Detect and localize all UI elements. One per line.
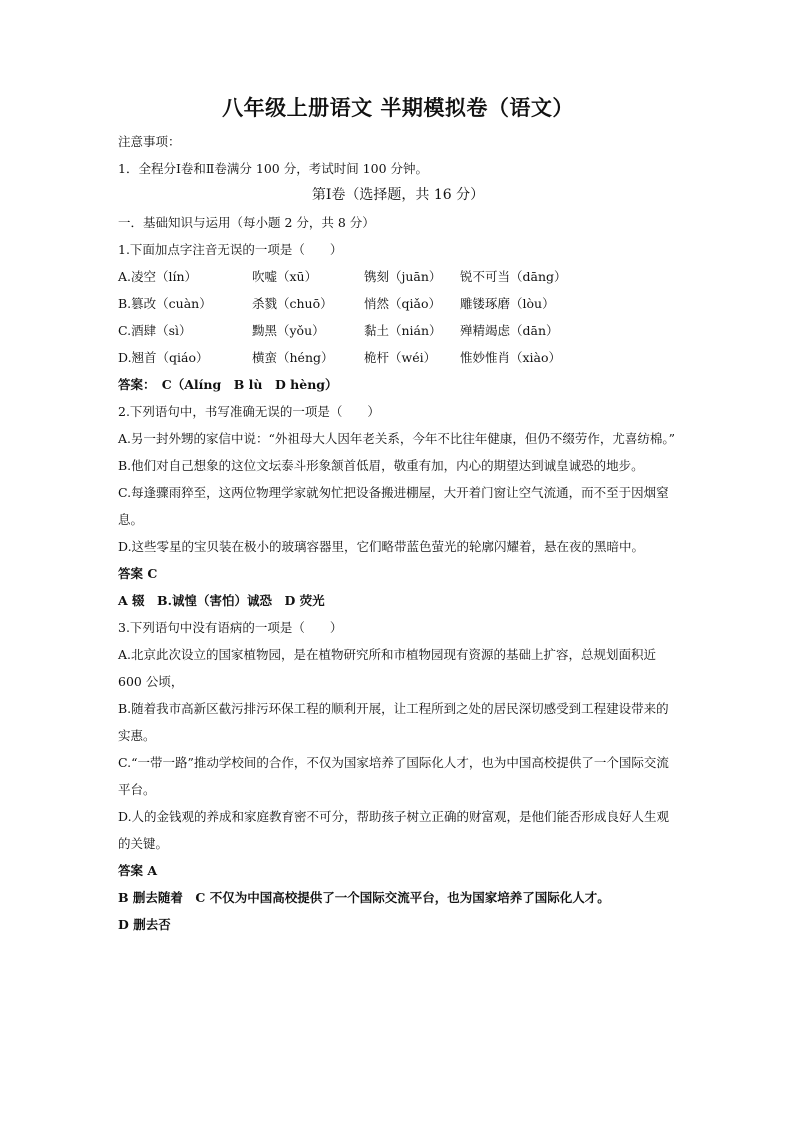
q1-option-row: [118, 263, 678, 290]
q3-explanation: B 删去随着 C 不仅为中国高校提供了一个国际交流平台，也为国家培养了国际化人才。: [118, 890, 610, 905]
q2-option-d: D.这些零星的宝贝装在极小的玻璃容器里，它们略带蓝色萤光的轮廓闪耀着，悬在夜的黑暗中。: [118, 539, 645, 554]
q3-option-b: B.随着我市高新区截污排污环保工程的顺利开展，让工程所到之处的居民深切感受到工程建设带来的实惠。: [118, 701, 669, 743]
q1-option-cell: C.酒肆（sì）: [118, 323, 192, 338]
q1-option-cell: 雕镂琢磨（lòu）: [460, 296, 555, 311]
q1-option-cell: 吹嘘（xū）: [252, 269, 318, 284]
q1-option-cell: 横蛮（héng）: [252, 350, 334, 365]
q1-option-cell: 黏土（nián）: [364, 323, 442, 338]
q2-option-c: C.每逢骤雨猝至，这两位物理学家就匆忙把设备搬进棚屋，大开着门窗让空气流通，而不至于因烟窒息。: [118, 485, 669, 527]
q2-option-a: A.另一封外甥的家信中说：“外祖母大人因年老关系，今年不比往年健康，但仍不缀劳作，尤喜纺棉。”: [118, 431, 676, 446]
document-page: [118, 88, 678, 938]
q1-option-row: [118, 290, 678, 317]
q1-option-cell: A.凌空（lín）: [118, 269, 198, 284]
q2-option-b: B.他们对自己想象的这位文坛泰斗形象颔首低眉，敬重有加，内心的期望达到诚皇诚恐的地步。: [118, 458, 644, 473]
q1-answer: 答案： C（Alíng B lù D hèng）: [118, 377, 338, 392]
q1-option-cell: 殚精竭虑（dān）: [460, 323, 559, 338]
section1-heading: 一．基础知识与运用（每小题 2 分，共 8 分）: [118, 215, 375, 230]
q1-option-cell: B.篡改（cuàn）: [118, 296, 212, 311]
q3-explanation-2: D 删去否: [118, 917, 171, 932]
page-title: 八年级上册语文 半期模拟卷（语文）: [222, 95, 574, 120]
q3-option-c: C.“一带一路”推动学校间的合作，不仅为国家培养了国际化人才，也为中国高校提供了一个国际交流平台。: [118, 755, 669, 797]
part1-heading: 第Ⅰ卷（选择题，共 16 分）: [311, 187, 485, 203]
q3-stem: 3.下列语句中没有语病的一项是（ ）: [118, 620, 343, 635]
q1-option-row: [118, 317, 678, 344]
notice-item-1: 1．全程分Ⅰ卷和Ⅱ卷满分 100 分，考试时间 100 分钟。: [118, 161, 428, 176]
q1-option-cell: 杀戮（chuō）: [252, 296, 333, 311]
q1-option-cell: 桅杆（wéi）: [364, 350, 437, 365]
q1-option-cell: 锐不可当（dāng）: [460, 269, 567, 284]
q1-option-cell: 黝黑（yǒu）: [252, 323, 325, 338]
notice-heading: 注意事项：: [118, 134, 181, 149]
q3-option-d: D.人的金钱观的养成和家庭教育密不可分，帮助孩子树立正确的财富观，是他们能否形成良好人生观的关键。: [118, 809, 670, 851]
q2-stem: 2.下列语句中，书写准确无误的一项是（ ）: [118, 404, 380, 419]
q2-explanation: A 辍 B.诚惶（害怕）诚恐 D 荧光: [118, 593, 325, 608]
q3-option-a: A.北京此次设立的国家植物园，是在植物研究所和市植物园现有资源的基础上扩容，总规划面积近 600 公顷，: [118, 647, 657, 689]
q1-option-cell: 镌刻（juān）: [364, 269, 442, 284]
q3-answer: 答案 A: [118, 863, 158, 878]
q1-option-row: [118, 344, 678, 371]
q1-option-cell: 悄然（qiǎo）: [364, 296, 441, 311]
q1-stem: 1.下面加点字注音无误的一项是（ ）: [118, 242, 343, 257]
q1-option-cell: 惟妙惟肖（xiào）: [460, 350, 562, 365]
q2-answer: 答案 C: [118, 566, 158, 581]
q1-option-cell: D.翘首（qiáo）: [118, 350, 209, 365]
